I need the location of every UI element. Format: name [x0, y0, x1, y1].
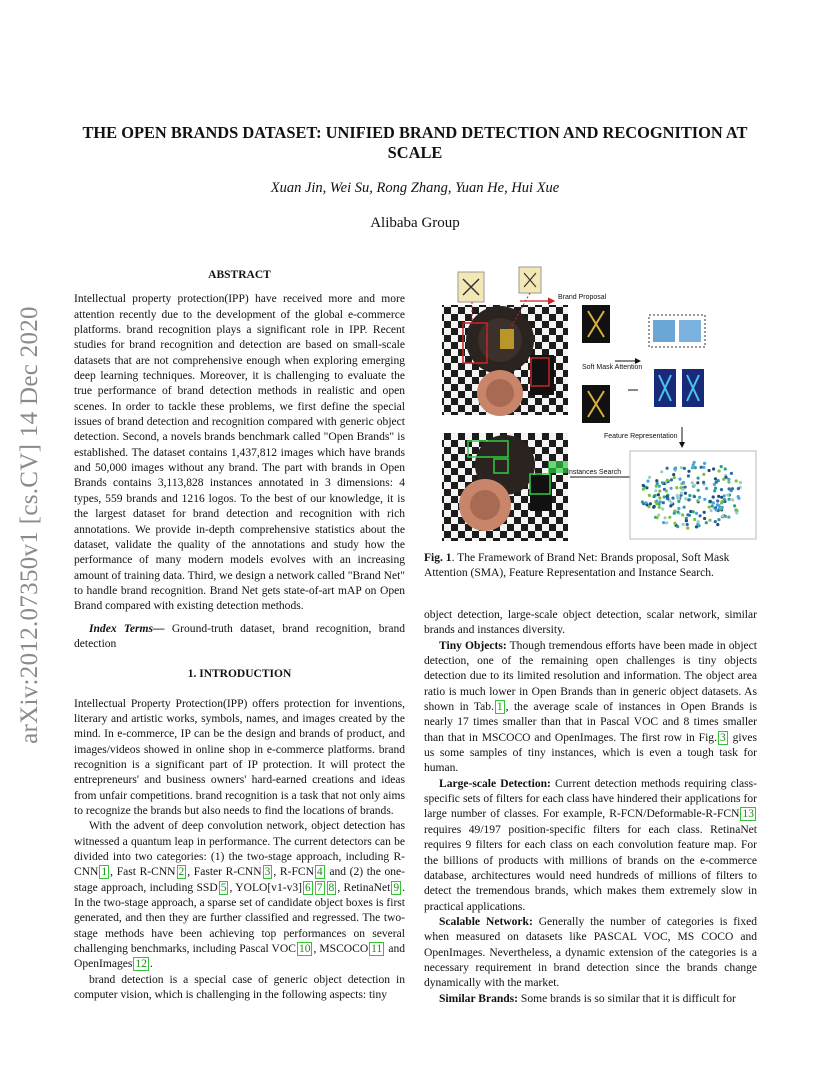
citation-link[interactable]: 11 — [371, 943, 383, 956]
scatter-point — [708, 519, 711, 522]
scatter-point — [658, 485, 661, 488]
scatter-point — [649, 502, 652, 505]
scatter-point — [728, 498, 731, 501]
scatter-point — [720, 488, 723, 491]
scatter-point — [671, 497, 674, 500]
paragraph-large-scale: Large-scale Detection: Current detection methods requiring class-specific sets of filters for each class have hindered their applications for large number of classes. For example, R-FCN/Deformable-R-FCN 13 requires 49/197 position-specific filters for each class. RetinaNet requires 9 filters for each class on each convolution feature map. For the billions of products with millions of brands on the e-commerce database, architectures would need hundreds of millions of filters to detect the tremendous brands, which makes them extremely slow in practical applications. — [424, 777, 758, 913]
scatter-point — [735, 508, 738, 511]
scatter-point — [686, 527, 689, 530]
affiliation: Alibaba Group — [370, 215, 460, 231]
scatter-point — [700, 466, 703, 469]
scatter-point — [717, 495, 720, 498]
scatter-point — [666, 467, 669, 470]
table-ref-link[interactable]: 1 — [496, 701, 503, 714]
scatter-point — [697, 520, 700, 523]
scatter-point — [658, 496, 661, 499]
figure-ref-link[interactable]: 3 — [719, 731, 726, 744]
scatter-point — [702, 481, 705, 484]
scatter-point — [714, 477, 717, 480]
scatter-point — [718, 469, 721, 472]
scatter-point — [655, 479, 658, 482]
scatter-point — [682, 523, 685, 526]
scatter-point — [711, 505, 714, 508]
scatter-point — [676, 525, 679, 528]
scatter-point — [646, 480, 649, 483]
scatter-point — [720, 465, 723, 468]
scatter-point — [727, 516, 730, 519]
paragraph-tiny-objects: Tiny Objects: Though tremendous efforts have been made in object detection, one of the remaining open challenges is tiny objects detection due to its limited resolution and information. The object area ratio is much lower in Open Brands than in generic object datasets. As shown in Tab. 1 , the average scale of instances in Open Brands is nearly 17 times smaller than that in Pascal VOC and 8 times smaller than that in MSCOCO and OpenImages. The first row in Fig. 3 gives us some samples of tiny instances, which is even a tough task for human. — [424, 639, 757, 775]
scatter-point — [669, 504, 672, 507]
citation-link[interactable]: 2 — [178, 866, 185, 879]
scatter-point — [652, 506, 655, 509]
scatter-point — [677, 507, 680, 510]
scatter-point — [699, 514, 702, 517]
intro-paragraph-1: Intellectual Property Protection(IPP) offers protection for inventions, literary and artistic works, symbols, names, and images created by the mind. In e-commerce, IP can be the design and brands of product, and images/videos showed in online shop in e-commerce platforms. brand recognition is a significant part of IP protection. It will protect the entrepreneurs' and business owners' hard-earned creations and ideas from unfair competitions. brand recognition is a task that not only aims to recognize the brands but also needs to find the locations of brands. — [74, 697, 405, 817]
scatter-point — [677, 500, 680, 503]
scatter-point — [684, 492, 687, 495]
scatter-point — [739, 481, 742, 484]
scatter-point — [702, 473, 705, 476]
citation-link[interactable]: 7 — [316, 881, 323, 894]
figure-caption — [424, 551, 757, 582]
figure-caption-text: . The Framework of Brand Net: Brands proposal, Soft Mask Attention (SMA), Feature Representation and Instance Search. — [424, 552, 730, 580]
scatter-point — [694, 466, 697, 469]
scatter-point — [687, 498, 690, 501]
left-column — [74, 268, 405, 1003]
scatter-point — [675, 486, 678, 489]
scatter-point — [708, 506, 711, 509]
index-terms-text: Ground-truth dataset, brand recognition, brand detection — [74, 622, 405, 650]
scatter-point — [735, 511, 738, 514]
paragraph-similar: Similar Brands: Some brands is so similar that it is difficult for — [439, 992, 736, 1005]
scatter-point — [712, 495, 715, 498]
index-terms — [74, 622, 405, 653]
scatter-point — [676, 510, 679, 513]
scatter-point — [656, 482, 659, 485]
scatter-point — [731, 487, 734, 490]
citation-link[interactable]: 9 — [393, 881, 400, 894]
scatter-point — [696, 481, 699, 484]
scatter-point — [716, 499, 719, 502]
citation-link[interactable]: 3 — [264, 866, 271, 879]
scatter-point — [731, 498, 734, 501]
scatter-point — [680, 491, 683, 494]
scatter-point — [714, 506, 717, 509]
scatter-point — [737, 487, 740, 490]
scatter-point — [683, 467, 686, 470]
scatter-point — [703, 511, 706, 514]
scatter-point — [737, 497, 740, 500]
scatter-point — [687, 474, 690, 477]
scatter-point — [673, 512, 676, 515]
right-column — [424, 608, 757, 1007]
paragraph-scalable: Scalable Network: Generally the number of categories is fixed when measured on datasets like PASCAL VOC, MS COCO and OpenImages. Nevertheless, a dynamic extension of the categories is a necessary requirement in brand detection since the brands change dynamically with the market. — [424, 915, 757, 990]
intro-heading: 1. INTRODUCTION — [187, 668, 292, 681]
scatter-point — [687, 470, 690, 473]
scatter-point — [658, 506, 661, 509]
figure-brand-net — [430, 265, 760, 547]
scatter-point — [677, 497, 680, 500]
label-brand-proposal: Brand Proposal — [558, 294, 607, 301]
arxiv-side-stamp — [10, 290, 50, 760]
scatter-point — [645, 501, 648, 504]
product-photo-top — [442, 305, 568, 416]
scatter-point — [665, 521, 668, 524]
scatter-point — [673, 522, 676, 525]
scatter-point — [666, 479, 669, 482]
scatter-point — [681, 513, 684, 516]
citation-link[interactable]: 8 — [328, 881, 335, 894]
scatter-point — [670, 487, 673, 490]
embedding-scatter — [630, 451, 756, 539]
scatter-point — [733, 504, 736, 507]
run-in-heading: Similar Brands: — [439, 992, 519, 1005]
scatter-point — [692, 510, 695, 513]
scatter-point — [693, 495, 696, 498]
scatter-point — [676, 494, 679, 497]
run-in-heading: Tiny Objects: — [439, 639, 507, 652]
scatter-point — [673, 467, 676, 470]
scatter-point — [705, 521, 708, 524]
intro-paragraph-3: brand detection is a special case of generic object detection in computer vision, which is challenging in the following aspects: tiny — [74, 973, 405, 1002]
scatter-point — [666, 497, 669, 500]
scatter-point — [698, 496, 701, 499]
scatter-point — [691, 466, 694, 469]
scatter-point — [721, 500, 724, 503]
scatter-point — [713, 489, 716, 492]
scatter-point — [663, 495, 666, 498]
scatter-point — [655, 502, 658, 505]
label-soft-mask-attention: Soft Mask Attention — [582, 364, 643, 371]
scatter-point — [680, 466, 683, 469]
scatter-point — [702, 466, 705, 469]
abstract-text: Intellectual property protection(IPP) have received more and more attention recently due to the development of the global e-commerce platforms. brand recognition plays a significant role in IPP. Recent studies for brand recognition and detection are based on small-scale datasets that are not comprehensive enough when exploring emerging deep learning techniques. Moreover, it is challenging to evaluate the true performance of brand detection methods in realistic and open scenes. In order to tackle these problems, we first define the special issues of brand detection and recognition compared with generic object detection. Second, a novels brands benchmark called "Open Brands" is established. The dataset contains 1,437,812 images which have brands and 50,000 images without any brand. The part with brands in Open Brands contains 3,113,828 instances annotated in 3 dimensions: 4 types, 559 brands and 1216 logos. To the best of our knowledge, it is the largest dataset for brand detection and recognition with rich annotations. We provide in-depth comprehensive statistics about the dataset, validate the quality of the annotations and study how the performance of many modern models evolves with an increasing amount of training data. Third, we design a network called "Brand Net" to handle brand recognition. Brand Net gets state-of-art mAP on Open Brand compared with existing detection methods. — [74, 293, 405, 613]
run-in-heading: Scalable Network: — [439, 915, 533, 928]
scatter-point — [678, 478, 681, 481]
scatter-point — [658, 490, 661, 493]
scatter-point — [654, 489, 657, 492]
scatter-point — [697, 489, 700, 492]
scatter-point — [703, 462, 706, 465]
scatter-point — [660, 470, 663, 473]
scatter-point — [724, 476, 727, 479]
scatter-point — [672, 473, 675, 476]
scatter-point — [657, 514, 660, 517]
product-photo-bottom — [442, 433, 568, 541]
scatter-point — [664, 516, 667, 519]
scatter-point — [684, 497, 687, 500]
scatter-point — [693, 518, 696, 521]
scatter-point — [657, 493, 660, 496]
scatter-point — [642, 484, 645, 487]
citation-link[interactable]: 10 — [298, 943, 311, 956]
citation-link[interactable]: 6 — [304, 881, 311, 894]
scatter-point — [673, 476, 676, 479]
scatter-point — [709, 509, 712, 512]
scatter-point — [705, 487, 708, 490]
scatter-point — [648, 476, 651, 479]
scatter-point — [641, 500, 644, 503]
scatter-point — [670, 501, 673, 504]
scatter-point — [726, 493, 729, 496]
scatter-point — [642, 488, 645, 491]
scatter-point — [685, 519, 688, 522]
scatter-point — [716, 523, 719, 526]
scatter-point — [691, 481, 694, 484]
scatter-point — [693, 461, 696, 464]
figure-diagram — [430, 265, 760, 547]
intro-paragraph-2: With the advent of deep convolution network, object detection has witnessed a quantum leap in performance. The current detectors can be divided into two categories: (1) the two-stage approach, including R-CNN 1 , Fast R-CNN 2 , Faster R-CNN 3 , R-FCN 4 and (2) the one-stage approach, including SSD 5 , YOLO[v1-v3] 6 7 8 , RetinaNet 9 . In the two-stage approach, a sparse set of candidate object boxes is first generated, and then they are further classified and regressed. The two-stage methods have been achieving top performances on several challenging benchmarks, including Pascal VOC 10 , MSCOCO 11 and OpenImages 12 . — [74, 820, 406, 971]
scatter-point — [648, 494, 651, 497]
scatter-point — [724, 467, 727, 470]
scatter-point — [735, 479, 738, 482]
arxiv-identifier: arXiv:2012.07350v1 [cs.CV] 14 Dec 2020 — [16, 306, 43, 744]
scatter-point — [721, 506, 724, 509]
scatter-point — [703, 498, 706, 501]
attention-maps — [649, 315, 705, 407]
citation-link[interactable]: 4 — [316, 866, 323, 879]
citation-link[interactable]: 12 — [135, 958, 147, 971]
scatter-point — [693, 484, 696, 487]
scatter-point — [714, 487, 717, 490]
scatter-point — [668, 516, 671, 519]
scatter-point — [662, 521, 665, 524]
scatter-point — [695, 512, 698, 515]
index-terms-label: Index Terms— — [89, 622, 165, 635]
authors: Xuan Jin, Wei Su, Rong Zhang, Yuan He, Hui Xue — [270, 180, 560, 196]
right-paragraph-0: object detection, large-scale object detection, scalar network, similar brands and instances diversity. — [424, 609, 757, 637]
scatter-point — [712, 467, 715, 470]
scatter-point — [683, 506, 686, 509]
scatter-point — [670, 478, 673, 481]
scatter-point — [654, 494, 657, 497]
scatter-point — [730, 472, 733, 475]
scatter-point — [721, 515, 724, 518]
abstract-heading: ABSTRACT — [208, 269, 271, 281]
scatter-point — [682, 481, 685, 484]
scatter-point — [688, 494, 691, 497]
scatter-point — [686, 513, 689, 516]
scatter-point — [703, 517, 706, 520]
citation-link[interactable]: 5 — [220, 881, 227, 894]
scatter-point — [686, 523, 689, 526]
label-feature-representation: Feature Representation — [604, 433, 678, 440]
run-in-heading: Large-scale Detection: — [439, 777, 551, 790]
scatter-point — [727, 478, 730, 481]
scatter-point — [712, 501, 715, 504]
scatter-point — [714, 520, 717, 523]
scatter-point — [728, 487, 731, 490]
label-instances-search: Instances Search — [567, 469, 622, 476]
paper-title: THE OPEN BRANDS DATASET: UNIFIED BRAND DETECTION AND RECOGNITION AT SCALE — [82, 123, 748, 162]
scatter-point — [659, 500, 662, 503]
scatter-point — [697, 477, 700, 480]
scatter-point — [682, 488, 685, 491]
scatter-point — [717, 518, 720, 521]
scatter-point — [665, 489, 668, 492]
scatter-point — [720, 496, 723, 499]
scatter-point — [696, 499, 699, 502]
scatter-point — [662, 501, 665, 504]
scatter-point — [715, 481, 718, 484]
scatter-point — [727, 481, 730, 484]
figure-caption-label: Fig. 1 — [424, 552, 452, 564]
citation-link[interactable]: 1 — [101, 866, 108, 879]
scatter-point — [661, 507, 664, 510]
scatter-point — [661, 481, 664, 484]
citation-link[interactable]: 13 — [742, 808, 754, 821]
scatter-point — [708, 469, 711, 472]
scatter-point — [709, 500, 712, 503]
